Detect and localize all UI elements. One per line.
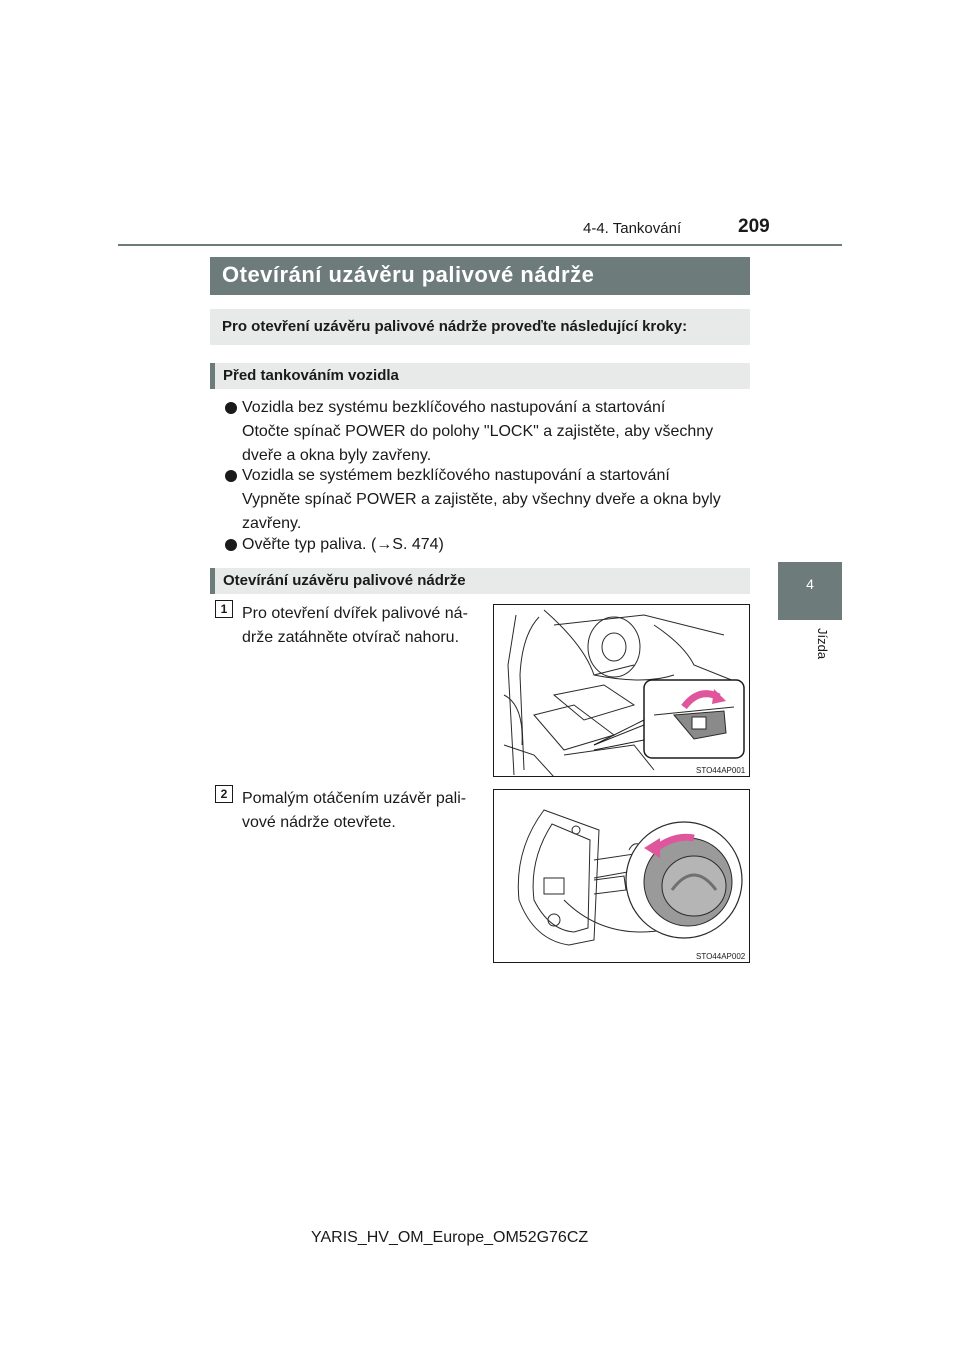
step-1-line-2: drže zatáhněte otvírač nahoru. xyxy=(242,629,460,646)
bullet-1-line-3: dveře a okna byly zavřeny. xyxy=(242,447,432,464)
document-id: YARIS_HV_OM_Europe_OM52G76CZ xyxy=(311,1229,589,1246)
step-2-line-2: vové nádrže otevřete. xyxy=(242,814,396,831)
chapter-side-label: Jízda xyxy=(815,628,830,660)
bullet-dot xyxy=(225,470,237,482)
bullet-2-line-2: Vypněte spínač POWER a zajistěte, aby všechny dveře a okna byly xyxy=(242,491,721,508)
fuel-door-opener-figure xyxy=(493,604,750,777)
subheading-opening: Otevírání uzávěru palivové nádrže xyxy=(223,572,466,589)
step-2-line-1: Pomalým otáčením uzávěr pali- xyxy=(242,790,467,807)
section-title: Otevírání uzávěru palivové nádrže xyxy=(222,262,595,287)
bullet-3-line-1: Ověřte typ paliva. (→S. 474) xyxy=(242,536,444,553)
fuel-cap-figure xyxy=(493,789,750,963)
bullet-2-line-3: zavřeny. xyxy=(242,515,302,532)
chapter-reference: 4-4. Tankování xyxy=(583,220,682,237)
fuel-cap-illustration-icon xyxy=(494,790,750,963)
step-number-1: 1 xyxy=(215,600,233,618)
bullet-2-line-1: Vozidla se systémem bezklíčového nastupování a startování xyxy=(242,467,670,484)
figure-code-2: STO44AP002 xyxy=(696,952,746,961)
bullet-1-line-1: Vozidla bez systému bezklíčového nastupování a startování xyxy=(242,399,666,416)
bullet-1-line-2: Otočte spínač POWER do polohy "LOCK" a zajistěte, aby všechny xyxy=(242,423,714,440)
figure-code-1: STO44AP001 xyxy=(696,766,746,775)
bullet-dot xyxy=(225,402,237,414)
chapter-side-tab-number: 4 xyxy=(806,576,814,592)
page-number: 209 xyxy=(738,216,770,237)
step-1-line-1: Pro otevření dvířek palivové ná- xyxy=(242,605,468,622)
bullet-dot xyxy=(225,539,237,551)
intro-text: Pro otevření uzávěru palivové nádrže proveďte následující kroky: xyxy=(222,318,688,335)
fuel-door-opener-illustration-icon xyxy=(494,605,750,777)
header-divider xyxy=(118,244,842,246)
step-number-2: 2 xyxy=(215,785,233,803)
subheading-before-fueling: Před tankováním vozidla xyxy=(223,367,399,384)
